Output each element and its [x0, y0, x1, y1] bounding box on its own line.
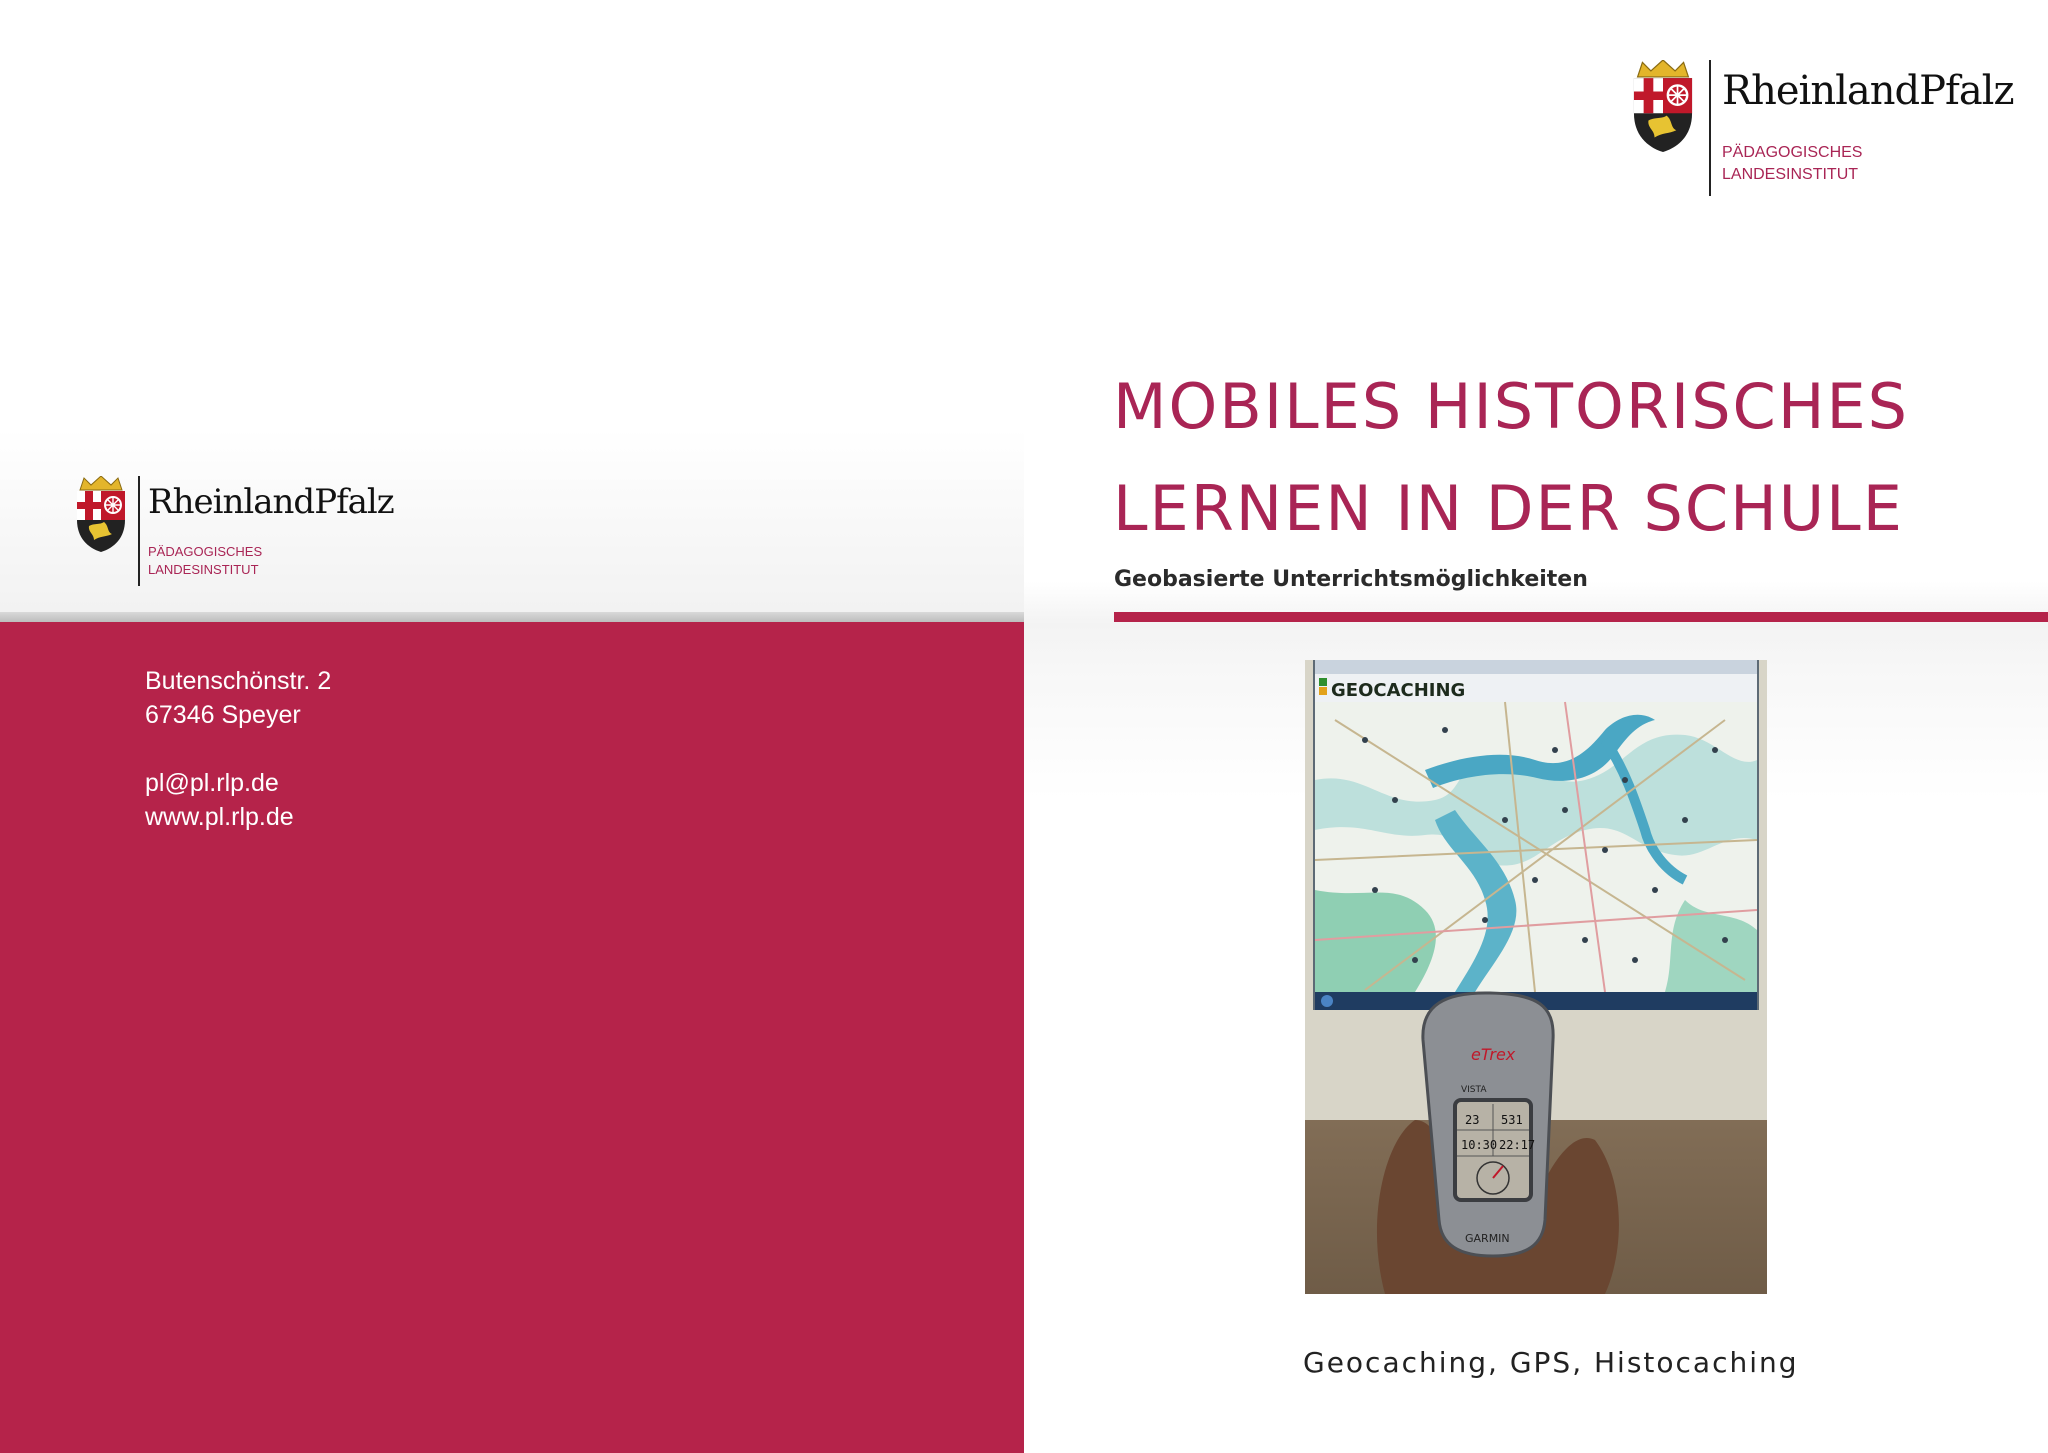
cover-photo [1305, 660, 1767, 1294]
contact-website[interactable]: www.pl.rlp.de [145, 803, 294, 831]
page-subtitle: Geobasierte Unterrichtsmöglichkeiten [1114, 567, 1588, 592]
logo-institute-line2: LANDESINSTITUT [1722, 166, 1859, 183]
coat-of-arms-icon [1630, 60, 1696, 152]
device-model: VISTA [1461, 1085, 1487, 1095]
readout-4: 22:17 [1499, 1138, 1536, 1152]
logo-institute-line2: LANDESINSTITUT [148, 562, 259, 577]
readout-1: 23 [1465, 1113, 1480, 1127]
address-street: Butenschönstr. 2 [145, 667, 332, 695]
page-title [1113, 356, 1909, 560]
back-cover-logo [74, 476, 394, 586]
logo-institute-line1: PÄDAGOGISCHES [1722, 144, 1863, 161]
logo-brand: RheinlandPfalz [1722, 68, 2014, 114]
readout-2: 531 [1501, 1113, 1523, 1127]
title-rule [1114, 612, 2048, 622]
device-brand: eTrex [1471, 1045, 1516, 1064]
coat-of-arms-icon [74, 476, 128, 552]
geocaching-photo-illustration [1305, 660, 1767, 1294]
logo-institute-line1: PÄDAGOGISCHES [148, 544, 263, 559]
readout-3: 10:30 [1461, 1138, 1498, 1152]
title-line-2: LERNEN IN DER SCHULE [1113, 472, 1904, 545]
address-city: 67346 Speyer [145, 701, 301, 729]
logo-separator [138, 476, 140, 586]
title-line-1: MOBILES HISTORISCHES [1113, 370, 1909, 443]
contact-address [145, 664, 331, 834]
logo-separator [1709, 60, 1711, 196]
device-maker: GARMIN [1465, 1232, 1510, 1245]
front-cover-logo [1630, 60, 2014, 196]
cover-tagline: Geocaching, GPS, Histocaching [1303, 1346, 1799, 1379]
back-cover-divider [0, 612, 1024, 622]
contact-email[interactable]: pl@pl.rlp.de [145, 769, 279, 797]
logo-brand: RheinlandPfalz [148, 482, 394, 522]
screen-heading: GEOCACHING [1331, 680, 1466, 701]
